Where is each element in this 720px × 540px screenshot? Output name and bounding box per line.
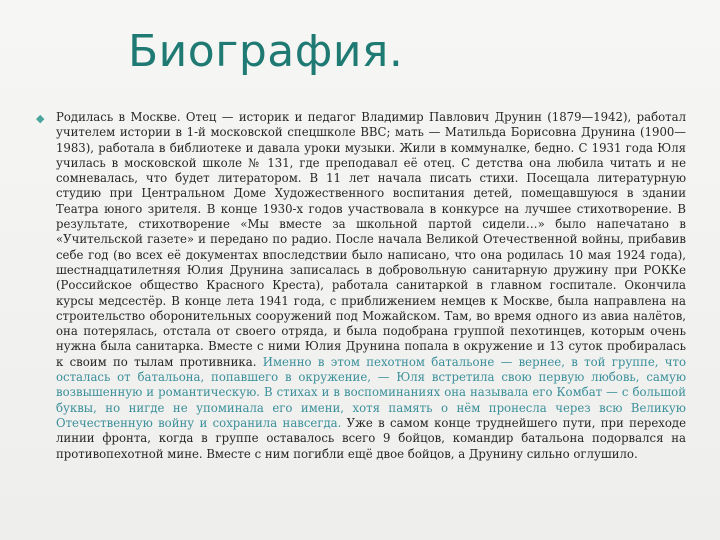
slide-content <box>36 110 686 530</box>
diamond-bullet-icon: ◆ <box>36 112 45 125</box>
biography-text-highlight: Именно в этом пехотном батальоне — вернее, в той группе, что осталась от батальона, попавшего в окружение, — Юля встретила свою первую любовь, самую возвышенную и романтическую. В стихах и в воспоминаниях она называла его Комбат — с большой буквы, но нигде не упоминала его имени, хотя память о нём пронесла через всю Великую Отечественную войну и сохранила навсегда. <box>56 354 686 430</box>
bullet-item <box>36 110 686 462</box>
slide-title: Биография. <box>128 26 404 77</box>
biography-paragraph <box>56 110 686 462</box>
biography-text-part3: Уже в самом конце труднейшего пути, при переходе линии фронта, когда в группе оставалось всего 9 бойцов, командир батальона подорвался на противопехотной мине. Вместе с ним погибли ещё двое бойцов, а Друнину сильно оглушило. <box>56 415 686 461</box>
biography-text-part1: Родилась в Москве. Отец — историк и педагог Владимир Павлович Друнин (1879—1942), работал учителем истории в 1-й московской спецшколе ВВС; мать — Матильда Борисовна Друнина (1900—1983), работала в библиотеке и давала уроки музыки. Жили в коммуналке, бедно. С 1931 года Юля училась в московской школе № 131, где преподавал её отец. С детства она любила читать и не сомневалась, что будет литератором. В 11 лет начала писать стихи. Посещала литературную студию при Центральном Доме Художественного воспитания детей, помещавшуюся в здании Театра юного зрителя. В конце 1930-х годов участвовала в конкурсе на лучшее стихотворение. В результате, стихотворение «Мы вместе за школьной партой сидели…» было напечатано в «Учительской газете» и передано по радио. После начала Великой Отечественной войны, прибавив себе год (во всех её документах впоследствии было написано, что она родилась 10 мая 1924 года), шестнадцатилетняя Юлия Друнина записалась в добровольную санитарную дружину при РОККе (Российское общество Красного Креста), работала санитаркой в главном госпитале. Окончила курсы медсестёр. В конце лета 1941 года, с приближением немцев к Москве, была направлена на строительство оборонительных сооружений под Можайском. Там, во время одного из авиа налётов, она потерялась, отстала от своего отряда, и была подобрана группой пехотинцев, которым очень нужна была санитарка. Вместе с ними Юлия Друнина попала в окружение и 13 суток пробиралась к своим по тылам противника. <box>56 110 686 369</box>
